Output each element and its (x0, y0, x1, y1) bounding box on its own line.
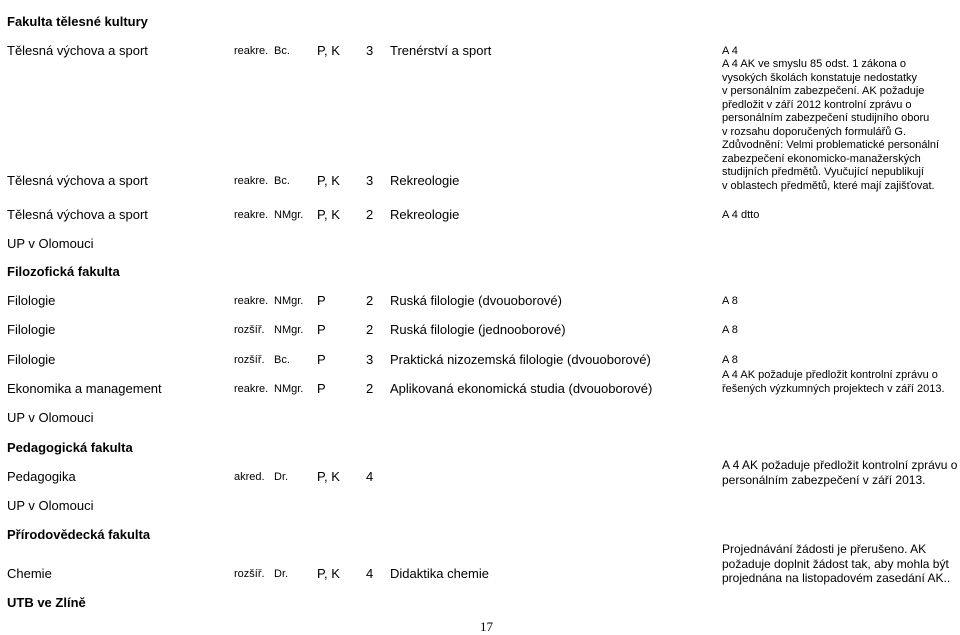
form-cell: P, K (317, 207, 340, 222)
field-cell: Aplikovaná ekonomická studia (dvouoborové) (390, 381, 653, 396)
years-cell: 2 (366, 381, 374, 396)
degree-cell: NMgr. (274, 324, 304, 336)
form-cell: P (317, 352, 326, 367)
program-cell: Chemie (7, 566, 52, 581)
note-line: v rozsahu doporučených formulářů G. (722, 125, 907, 138)
university-heading: UP v Olomouci (7, 236, 94, 251)
note-line: personálním zabezpečení v září 2013. (722, 472, 926, 487)
note-line: Zdůvodnění: Velmi problematické personální (722, 139, 940, 151)
note-line: personálním zabezpečení studijního oboru (722, 112, 930, 124)
type-cell: rozšíř. (234, 324, 265, 336)
degree-cell: NMgr. (274, 383, 304, 395)
evaluation-note (722, 369, 945, 396)
program-cell: Pedagogika (7, 469, 76, 484)
program-cell: Tělesná výchova a sport (7, 173, 148, 188)
degree-cell: Dr. (274, 568, 289, 580)
years-cell: 2 (366, 322, 374, 337)
form-cell: P, K (317, 173, 340, 188)
degree-cell: Dr. (274, 471, 289, 483)
evaluation-note (722, 58, 939, 193)
type-cell: reakre. (234, 383, 269, 395)
section-heading: Filozofická fakulta (7, 264, 120, 279)
page-number: 17 (480, 619, 493, 634)
type-cell: reakre. (234, 175, 269, 187)
years-cell: 3 (366, 173, 374, 188)
years-cell: 3 (366, 43, 374, 58)
type-cell: reakre. (234, 209, 269, 221)
note-line: předložit v září 2012 kontrolní zprávu o (722, 98, 912, 111)
program-cell: Filologie (7, 322, 56, 337)
years-cell: 4 (366, 469, 374, 484)
note-line: požaduje doplnit žádost tak, aby mohla být (722, 556, 949, 571)
form-cell: P, K (317, 469, 340, 484)
note-line: vysokých školách konstatuje nedostatky (722, 71, 918, 84)
program-cell: Filologie (7, 352, 56, 367)
note-line: zabezpečení ekonomicko-manažerských (722, 152, 921, 165)
note-line: v personálním zabezpečení. AK požaduje (722, 85, 925, 97)
field-cell: Rekreologie (390, 207, 460, 222)
field-cell: Praktická nizozemská filologie (dvouoborové) (390, 352, 651, 367)
years-cell: 3 (366, 352, 374, 367)
field-cell: Ruská filologie (dvouoborové) (390, 293, 562, 308)
section-heading: Pedagogická fakulta (7, 440, 133, 455)
section-heading: Přírodovědecká fakulta (7, 527, 151, 542)
type-cell: akred. (234, 471, 265, 483)
degree-cell: Bc. (274, 175, 290, 187)
type-cell: reakre. (234, 45, 269, 57)
result-cell: A 4 dtto (722, 209, 760, 221)
evaluation-note (722, 542, 950, 586)
program-cell: Tělesná výchova a sport (7, 43, 148, 58)
years-cell: 4 (366, 566, 374, 581)
note-line: A 4 AK požaduje předložit kontrolní zprávu o (722, 369, 938, 381)
result-cell: A 4 (722, 45, 738, 57)
note-line: studijních předmětů. Vyučující nepublikují (722, 166, 924, 178)
form-cell: P (317, 322, 326, 337)
degree-cell: Bc. (274, 45, 290, 57)
result-cell: A 8 (722, 354, 738, 366)
degree-cell: NMgr. (274, 295, 304, 307)
type-cell: rozšíř. (234, 354, 265, 366)
field-cell: Didaktika chemie (390, 566, 489, 581)
years-cell: 2 (366, 293, 374, 308)
form-cell: P (317, 293, 326, 308)
university-heading: UP v Olomouci (7, 410, 94, 425)
note-line: A 4 AK požaduje předložit kontrolní zprávu o (722, 458, 958, 472)
type-cell: reakre. (234, 295, 269, 307)
note-line: v oblastech předmětů, které mají zajišťovat. (722, 179, 935, 192)
field-cell: Trenérství a sport (390, 43, 492, 58)
evaluation-note (722, 458, 957, 487)
result-cell: A 8 (722, 324, 738, 336)
field-cell: Ruská filologie (jednooborové) (390, 322, 566, 337)
form-cell: P (317, 381, 326, 396)
degree-cell: Bc. (274, 354, 290, 366)
program-cell: Filologie (7, 293, 56, 308)
note-line: řešených výzkumných projektech v září 2013. (722, 382, 945, 395)
years-cell: 2 (366, 207, 374, 222)
field-cell: Rekreologie (390, 173, 460, 188)
form-cell: P, K (317, 43, 340, 58)
section-heading: UTB ve Zlíně (7, 595, 86, 610)
note-line: A 4 AK ve smyslu 85 odst. 1 zákona o (722, 58, 907, 70)
university-heading: UP v Olomouci (7, 498, 94, 513)
note-line: projednána na listopadovém zasedání AK.. (722, 571, 951, 585)
result-cell: A 8 (722, 295, 738, 307)
section-heading: Fakulta tělesné kultury (7, 14, 148, 29)
program-cell: Tělesná výchova a sport (7, 207, 148, 222)
form-cell: P, K (317, 566, 340, 581)
type-cell: rozšíř. (234, 568, 265, 580)
note-line: Projednávání žádosti je přerušeno. AK (722, 542, 927, 556)
degree-cell: NMgr. (274, 209, 304, 221)
program-cell: Ekonomika a management (7, 381, 162, 396)
